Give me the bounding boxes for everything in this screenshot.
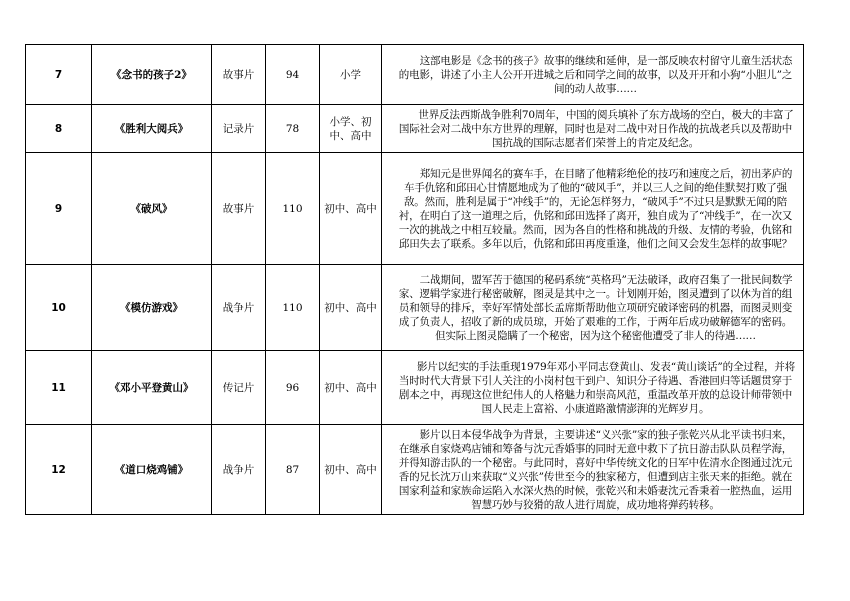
film-description: 世界反法西斯战争胜利70周年，中国的阅兵填补了东方战场的空白，极大的丰富了国际社会对二战中东方世界的理解，同时也是对二战中对日作战的抗战老兵以及帮助中国抗战的国际志愿者们荣誉上的肯定及纪念。 (382, 105, 804, 153)
film-grade-level: 初中、高中 (320, 425, 382, 515)
film-description: 影片以纪实的手法重现1979年邓小平同志登黄山、发表“黄山谈话”的全过程，并将当时时代大背景下引人关注的小岗村包干到户、知识分子待遇、香港回归等话题贯穿于剧本之中，再现这位世纪伟人的人格魅力和崇高风范，重温改革开放的总设计师带领中国人民走上富裕、小康道路激情澎湃的光辉岁月。 (382, 351, 804, 425)
film-grade-level: 小学 (320, 45, 382, 105)
table-row (26, 265, 804, 351)
row-number: 9 (26, 153, 92, 265)
table-row (26, 153, 804, 265)
film-duration: 96 (266, 351, 320, 425)
row-number: 10 (26, 265, 92, 351)
film-title: 《胜利大阅兵》 (92, 105, 212, 153)
film-description: 影片以日本侵华战争为背景，主要讲述“义兴张”家的独子张乾兴从北平读书归来，在继承自家烧鸡店铺和筹备与沈元香婚事的同时无意中救下了抗日游击队队员程学海，并得知游击队的一个秘密。与此同时，喜好中华传统文化的日军中佐清水企图通过沈元香的兄长沈万山来获取“义兴张”传世至今的独家秘方，但遭到店主张天来的拒绝。就在国家利益和家族命运陷入水深火热的时候，张乾兴和未婚妻沈元香秉着一腔热血，运用智慧巧妙与狡猾的敌人进行周旋，成功地将弹药转移。 (382, 425, 804, 515)
table-row (26, 45, 804, 105)
film-title: 《破风》 (92, 153, 212, 265)
film-description: 这部电影是《念书的孩子》故事的继续和延伸，是一部反映农村留守儿童生活状态的电影，讲述了小主人公开开进城之后和同学之间的故事，以及开开和小狗“小胆儿”之间的动人故事…… (382, 45, 804, 105)
film-title: 《道口烧鸡铺》 (92, 425, 212, 515)
film-duration: 110 (266, 153, 320, 265)
film-title: 《念书的孩子2》 (92, 45, 212, 105)
film-genre: 传记片 (212, 351, 266, 425)
film-title: 《邓小平登黄山》 (92, 351, 212, 425)
film-grade-level: 初中、高中 (320, 153, 382, 265)
film-duration: 78 (266, 105, 320, 153)
film-duration: 110 (266, 265, 320, 351)
film-genre: 战争片 (212, 425, 266, 515)
table-row (26, 105, 804, 153)
film-grade-level: 初中、高中 (320, 265, 382, 351)
film-duration: 94 (266, 45, 320, 105)
film-genre: 战争片 (212, 265, 266, 351)
film-genre: 故事片 (212, 153, 266, 265)
film-duration: 87 (266, 425, 320, 515)
film-grade-level: 初中、高中 (320, 351, 382, 425)
row-number: 12 (26, 425, 92, 515)
film-title: 《模仿游戏》 (92, 265, 212, 351)
film-genre: 记录片 (212, 105, 266, 153)
film-table (25, 44, 804, 515)
film-description: 二战期间，盟军苦于德国的秘码系统“英格玛”无法破译，政府召集了一批民间数学家、逻辑学家进行秘密破解，图灵是其中之一。计划刚开始，图灵遭到了以休为首的组员和领导的排斥，幸好军情处部长孟席斯帮助他立项研究破译密码的机器，而图灵则变成了负责人，招收了新的成员琼，开始了艰难的工作，于两年后成功破解德军的密码。但实际上图灵隐瞒了一个秘密，因为这个秘密他遭受了非人的待遇…… (382, 265, 804, 351)
film-genre: 故事片 (212, 45, 266, 105)
film-description: 郑知元是世界闻名的赛车手，在目睹了他精彩绝伦的技巧和速度之后，初出茅庐的车手仇铭和邱田心甘情愿地成为了他的“破风手”，并以三人之间的绝佳默契打败了强敌。然而，胜利是属于“冲线手”的，无论怎样努力，“破风手”不过只是默默无闻的陪衬，在明白了这一道理之后，仇铭和邱田选择了离开，独自成为了“冲线手”，在一次又一次的挑战之中相互较量。然而，因为各自的性格和挑战的升级、友情的考验，仇铭和邱田失去了联系。多年以后，仇铭和邱田再度重逢，他们之间又会发生怎样的故事呢？ (382, 153, 804, 265)
row-number: 11 (26, 351, 92, 425)
table-row (26, 351, 804, 425)
table-row (26, 425, 804, 515)
row-number: 8 (26, 105, 92, 153)
row-number: 7 (26, 45, 92, 105)
film-grade-level: 小学、初中、高中 (320, 105, 382, 153)
